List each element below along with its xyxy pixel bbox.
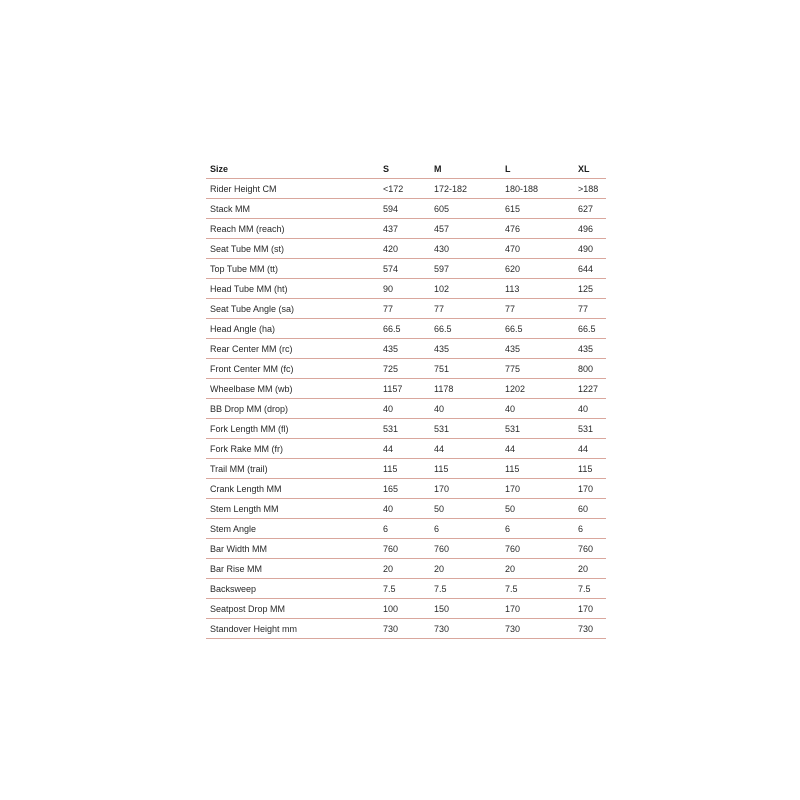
table-row bbox=[206, 179, 606, 199]
table-cell-m: 457 bbox=[430, 219, 501, 239]
table-row bbox=[206, 199, 606, 219]
table-cell-xl: 644 bbox=[574, 259, 606, 279]
table-cell-label: Reach MM (reach) bbox=[206, 219, 379, 239]
table-cell-l: 620 bbox=[501, 259, 574, 279]
table-cell-m: 172-182 bbox=[430, 179, 501, 199]
table-row bbox=[206, 559, 606, 579]
table-cell-l: 1202 bbox=[501, 379, 574, 399]
table-cell-label: BB Drop MM (drop) bbox=[206, 399, 379, 419]
table-cell-l: 470 bbox=[501, 239, 574, 259]
table-row bbox=[206, 379, 606, 399]
table-cell-l: 40 bbox=[501, 399, 574, 419]
table-cell-label: Seatpost Drop MM bbox=[206, 599, 379, 619]
table-cell-s: 1157 bbox=[379, 379, 430, 399]
table-cell-s: 420 bbox=[379, 239, 430, 259]
table-cell-m: 50 bbox=[430, 499, 501, 519]
table-cell-l: 7.5 bbox=[501, 579, 574, 599]
table-cell-label: Seat Tube MM (st) bbox=[206, 239, 379, 259]
table-cell-l: 615 bbox=[501, 199, 574, 219]
table-cell-xl: 1227 bbox=[574, 379, 606, 399]
table-cell-s: 435 bbox=[379, 339, 430, 359]
table-cell-xl: 435 bbox=[574, 339, 606, 359]
table-cell-m: 597 bbox=[430, 259, 501, 279]
table-cell-s: 574 bbox=[379, 259, 430, 279]
table-row bbox=[206, 499, 606, 519]
table-cell-m: 1178 bbox=[430, 379, 501, 399]
table-cell-label: Bar Rise MM bbox=[206, 559, 379, 579]
table-row bbox=[206, 539, 606, 559]
table-row bbox=[206, 459, 606, 479]
table-row bbox=[206, 279, 606, 299]
table-cell-label: Head Angle (ha) bbox=[206, 319, 379, 339]
table-cell-label: Fork Rake MM (fr) bbox=[206, 439, 379, 459]
table-cell-l: 180-188 bbox=[501, 179, 574, 199]
table-cell-l: 170 bbox=[501, 599, 574, 619]
table-row bbox=[206, 299, 606, 319]
table-cell-xl: 760 bbox=[574, 539, 606, 559]
table-cell-m: 760 bbox=[430, 539, 501, 559]
table-cell-label: Bar Width MM bbox=[206, 539, 379, 559]
table-row bbox=[206, 399, 606, 419]
table-cell-l: 77 bbox=[501, 299, 574, 319]
table-cell-m: 66.5 bbox=[430, 319, 501, 339]
table-cell-s: 66.5 bbox=[379, 319, 430, 339]
table-cell-l: 730 bbox=[501, 619, 574, 639]
table-cell-s: 165 bbox=[379, 479, 430, 499]
table-cell-xl: 66.5 bbox=[574, 319, 606, 339]
table-cell-m: 102 bbox=[430, 279, 501, 299]
table-row bbox=[206, 219, 606, 239]
table-cell-s: 760 bbox=[379, 539, 430, 559]
table-cell-s: 6 bbox=[379, 519, 430, 539]
table-cell-label: Trail MM (trail) bbox=[206, 459, 379, 479]
table-cell-l: 44 bbox=[501, 439, 574, 459]
table-cell-m: 115 bbox=[430, 459, 501, 479]
table-cell-label: Front Center MM (fc) bbox=[206, 359, 379, 379]
table-cell-xl: 170 bbox=[574, 479, 606, 499]
table-cell-label: Head Tube MM (ht) bbox=[206, 279, 379, 299]
table-cell-xl: 7.5 bbox=[574, 579, 606, 599]
table-cell-l: 531 bbox=[501, 419, 574, 439]
table-cell-xl: 40 bbox=[574, 399, 606, 419]
table-cell-s: 90 bbox=[379, 279, 430, 299]
table-cell-m: 40 bbox=[430, 399, 501, 419]
table-cell-xl: 627 bbox=[574, 199, 606, 219]
table-row bbox=[206, 339, 606, 359]
header-row bbox=[206, 159, 606, 179]
table-body bbox=[206, 179, 606, 639]
table-cell-m: 77 bbox=[430, 299, 501, 319]
table-cell-xl: 44 bbox=[574, 439, 606, 459]
table-cell-l: 50 bbox=[501, 499, 574, 519]
table-cell-l: 113 bbox=[501, 279, 574, 299]
table-cell-s: 44 bbox=[379, 439, 430, 459]
table-cell-l: 6 bbox=[501, 519, 574, 539]
table-cell-xl: 60 bbox=[574, 499, 606, 519]
table-cell-m: 44 bbox=[430, 439, 501, 459]
table-cell-m: 150 bbox=[430, 599, 501, 619]
table-cell-m: 170 bbox=[430, 479, 501, 499]
table-cell-xl: 115 bbox=[574, 459, 606, 479]
geometry-table bbox=[206, 159, 606, 639]
table-cell-label: Crank Length MM bbox=[206, 479, 379, 499]
table-row bbox=[206, 479, 606, 499]
header-cell-m: M bbox=[430, 159, 501, 179]
table-cell-xl: 531 bbox=[574, 419, 606, 439]
table-cell-label: Backsweep bbox=[206, 579, 379, 599]
table-cell-s: 730 bbox=[379, 619, 430, 639]
table-cell-s: 7.5 bbox=[379, 579, 430, 599]
table-cell-l: 115 bbox=[501, 459, 574, 479]
table-cell-label: Stem Length MM bbox=[206, 499, 379, 519]
table-cell-label: Wheelbase MM (wb) bbox=[206, 379, 379, 399]
header-cell-s: S bbox=[379, 159, 430, 179]
table-cell-l: 775 bbox=[501, 359, 574, 379]
table-cell-m: 7.5 bbox=[430, 579, 501, 599]
table-cell-m: 6 bbox=[430, 519, 501, 539]
table-cell-m: 20 bbox=[430, 559, 501, 579]
table-cell-xl: 800 bbox=[574, 359, 606, 379]
table-cell-xl: 77 bbox=[574, 299, 606, 319]
table-cell-m: 430 bbox=[430, 239, 501, 259]
table-cell-s: 531 bbox=[379, 419, 430, 439]
table-row bbox=[206, 259, 606, 279]
table-cell-l: 170 bbox=[501, 479, 574, 499]
table-cell-m: 531 bbox=[430, 419, 501, 439]
header-cell-xl: XL bbox=[574, 159, 606, 179]
table-cell-label: Rear Center MM (rc) bbox=[206, 339, 379, 359]
table-row bbox=[206, 519, 606, 539]
table-cell-l: 66.5 bbox=[501, 319, 574, 339]
table-cell-s: 20 bbox=[379, 559, 430, 579]
table-cell-m: 605 bbox=[430, 199, 501, 219]
table-header bbox=[206, 159, 606, 179]
header-cell-size: Size bbox=[206, 159, 379, 179]
table-row bbox=[206, 239, 606, 259]
table-cell-s: 40 bbox=[379, 399, 430, 419]
table-cell-m: 435 bbox=[430, 339, 501, 359]
table-row bbox=[206, 599, 606, 619]
table-row bbox=[206, 319, 606, 339]
table-cell-xl: 170 bbox=[574, 599, 606, 619]
table-cell-s: 100 bbox=[379, 599, 430, 619]
table-cell-m: 730 bbox=[430, 619, 501, 639]
table-cell-s: 115 bbox=[379, 459, 430, 479]
table-cell-label: Top Tube MM (tt) bbox=[206, 259, 379, 279]
table-cell-label: Stem Angle bbox=[206, 519, 379, 539]
table-cell-xl: 730 bbox=[574, 619, 606, 639]
table-cell-label: Rider Height CM bbox=[206, 179, 379, 199]
table-cell-s: 437 bbox=[379, 219, 430, 239]
table-row bbox=[206, 419, 606, 439]
table-cell-l: 435 bbox=[501, 339, 574, 359]
table-cell-label: Stack MM bbox=[206, 199, 379, 219]
table-cell-xl: 496 bbox=[574, 219, 606, 239]
table-cell-m: 751 bbox=[430, 359, 501, 379]
table-row bbox=[206, 579, 606, 599]
table-cell-xl: >188 bbox=[574, 179, 606, 199]
table-cell-l: 20 bbox=[501, 559, 574, 579]
header-cell-l: L bbox=[501, 159, 574, 179]
table-cell-s: <172 bbox=[379, 179, 430, 199]
table-cell-s: 594 bbox=[379, 199, 430, 219]
table-cell-xl: 125 bbox=[574, 279, 606, 299]
table-row bbox=[206, 439, 606, 459]
table-cell-s: 40 bbox=[379, 499, 430, 519]
table-cell-xl: 6 bbox=[574, 519, 606, 539]
table-cell-s: 725 bbox=[379, 359, 430, 379]
table-cell-xl: 490 bbox=[574, 239, 606, 259]
table-cell-l: 760 bbox=[501, 539, 574, 559]
table-row bbox=[206, 619, 606, 639]
table-cell-label: Seat Tube Angle (sa) bbox=[206, 299, 379, 319]
table-row bbox=[206, 359, 606, 379]
table-cell-l: 476 bbox=[501, 219, 574, 239]
table-cell-xl: 20 bbox=[574, 559, 606, 579]
table-cell-label: Fork Length MM (fl) bbox=[206, 419, 379, 439]
table-cell-s: 77 bbox=[379, 299, 430, 319]
table-cell-label: Standover Height mm bbox=[206, 619, 379, 639]
